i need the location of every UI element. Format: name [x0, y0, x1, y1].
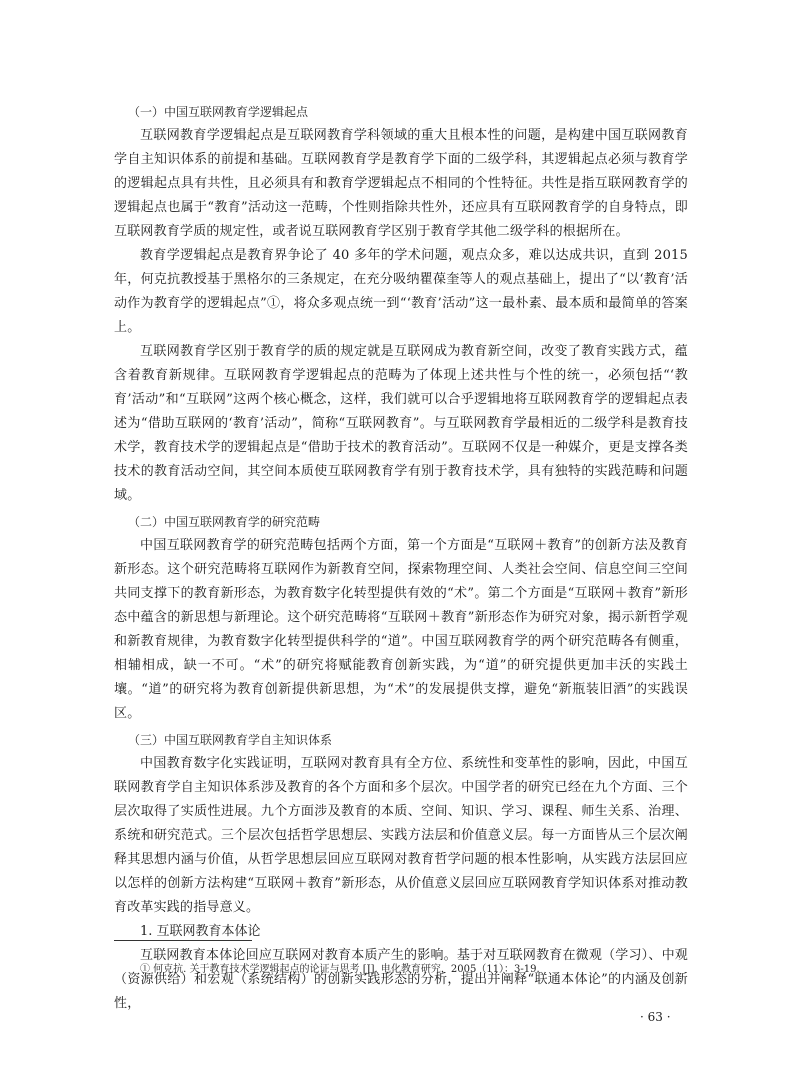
footnote: ① 何克抗. 关于教育技术学逻辑起点的论证与思考 [J]. 电化教育研究，2005（11）：3-19.: [140, 964, 540, 975]
section-title: （一）中国互联网教育学逻辑起点: [128, 105, 309, 119]
paragraph: 教育学逻辑起点是教育界争论了 40 多年的学术问题，观点众多，难以达成共识，直到 2015 年，何克抗教授基于黑格尔的三条规定，在充分吸纳瞿葆奎等人的观点基础上，提出了“以‘教育’活动作为教育学的逻辑起点”①，将众多观点统一到“‘教育’活动”这一最朴素、最本质和最简单的答案上。: [114, 248, 688, 335]
paragraph: 互联网教育学逻辑起点是互联网教育学科领域的重大且根本性的问题，是构建中国互联网教育学自主知识体系的前提和基础。互联网教育学是教育学下面的二级学科，其逻辑起点必须与教育学的逻辑起点具有共性，且必须具有和教育学逻辑起点不相同的个性特征。共性是指互联网教育学的逻辑起点也属于“教育”活动这一范畴，个性则指除共性外，还应具有互联网教育学的自身特点，即互联网教育学质的规定性，或者说互联网教育学区别于教育学其他二级学科的根据所在。: [114, 128, 688, 239]
section-title: （二）中国互联网教育学的研究范畴: [128, 515, 321, 529]
paragraph: 中国互联网教育学的研究范畴包括两个方面，第一个方面是“互联网＋教育”的创新方法及教育新形态。这个研究范畴将互联网作为新教育空间，探索物理空间、人类社会空间、信息空间三空间共同支撑下的教育新形态，为教育数字化转型提供有效的“术”。第二个方面是“互联网＋教育”新形态中蕴含的新思想与新理论。这个研究范畴将“互联网＋教育”新形态作为研究对象，揭示新哲学观和新教育规律，为教育数字化转型提供科学的“道”。中国互联网教育学的两个研究范畴各有侧重，相辅相成，缺一不可。“术”的研究将赋能教育创新实践，为“道”的研究提供更加丰沃的实践土壤。“道”的研究将为教育创新提供新思想，为“术”的发展提供支撑，避免“新瓶装旧酒”的实践误区。: [114, 538, 688, 721]
page-number: · 63 ·: [640, 1010, 671, 1024]
paragraph: 互联网教育本体论回应互联网对教育本质产生的影响。基于对互联网教育在微观（学习）、中观（资源供给）和宏观（系统结构）的创新实践形态的分析，提出并阐释“联通本体论”的内涵及创新性，: [114, 948, 688, 1011]
paragraph: 中国教育数字化实践证明，互联网对教育具有全方位、系统性和变革性的影响，因此，中国互联网教育学自主知识体系涉及教育的各个方面和多个层次。中国学者的研究已经在九个方面、三个层次取得了实质性进展。九个方面涉及教育的本质、空间、知识、学习、课程、师生关系、治理、系统和研究范式。三个层次包括哲学思想层、实践方法层和价值意义层。每一方面皆从三个层次阐释其思想内涵与价值，从哲学思想层回应互联网对教育哲学问题的根本性影响，从实践方法层回应以怎样的创新方法构建“互联网＋教育”新形态，从价值意义层回应互联网教育学知识体系对推动教育改革实践的指导意义。: [114, 756, 688, 915]
article-body: [114, 98, 688, 1016]
subsection-title: 1. 互联网教育本体论: [140, 924, 261, 939]
footnote-divider: [114, 940, 252, 941]
paragraph: 互联网教育学区别于教育学的质的规定就是互联网成为教育新空间，改变了教育实践方式，蕴含着教育新规律。互联网教育学逻辑起点的范畴为了体现上述共性与个性的统一，必须包括“‘教育’活动”和“互联网”这两个核心概念，这样，我们就可以合乎逻辑地将互联网教育学的逻辑起点表述为“借助互联网的‘教育’活动”，简称“互联网教育”。与互联网教育学最相近的二级学科是教育技术学，教育技术学的逻辑起点是“借助于技术的教育活动”。互联网不仅是一种媒介，更是支撑各类技术的教育活动空间，其空间本质使互联网教育学有别于教育技术学，具有独特的实践范畴和问题域。: [114, 344, 688, 503]
section-title: （三）中国互联网教育学自主知识体系: [128, 733, 333, 747]
